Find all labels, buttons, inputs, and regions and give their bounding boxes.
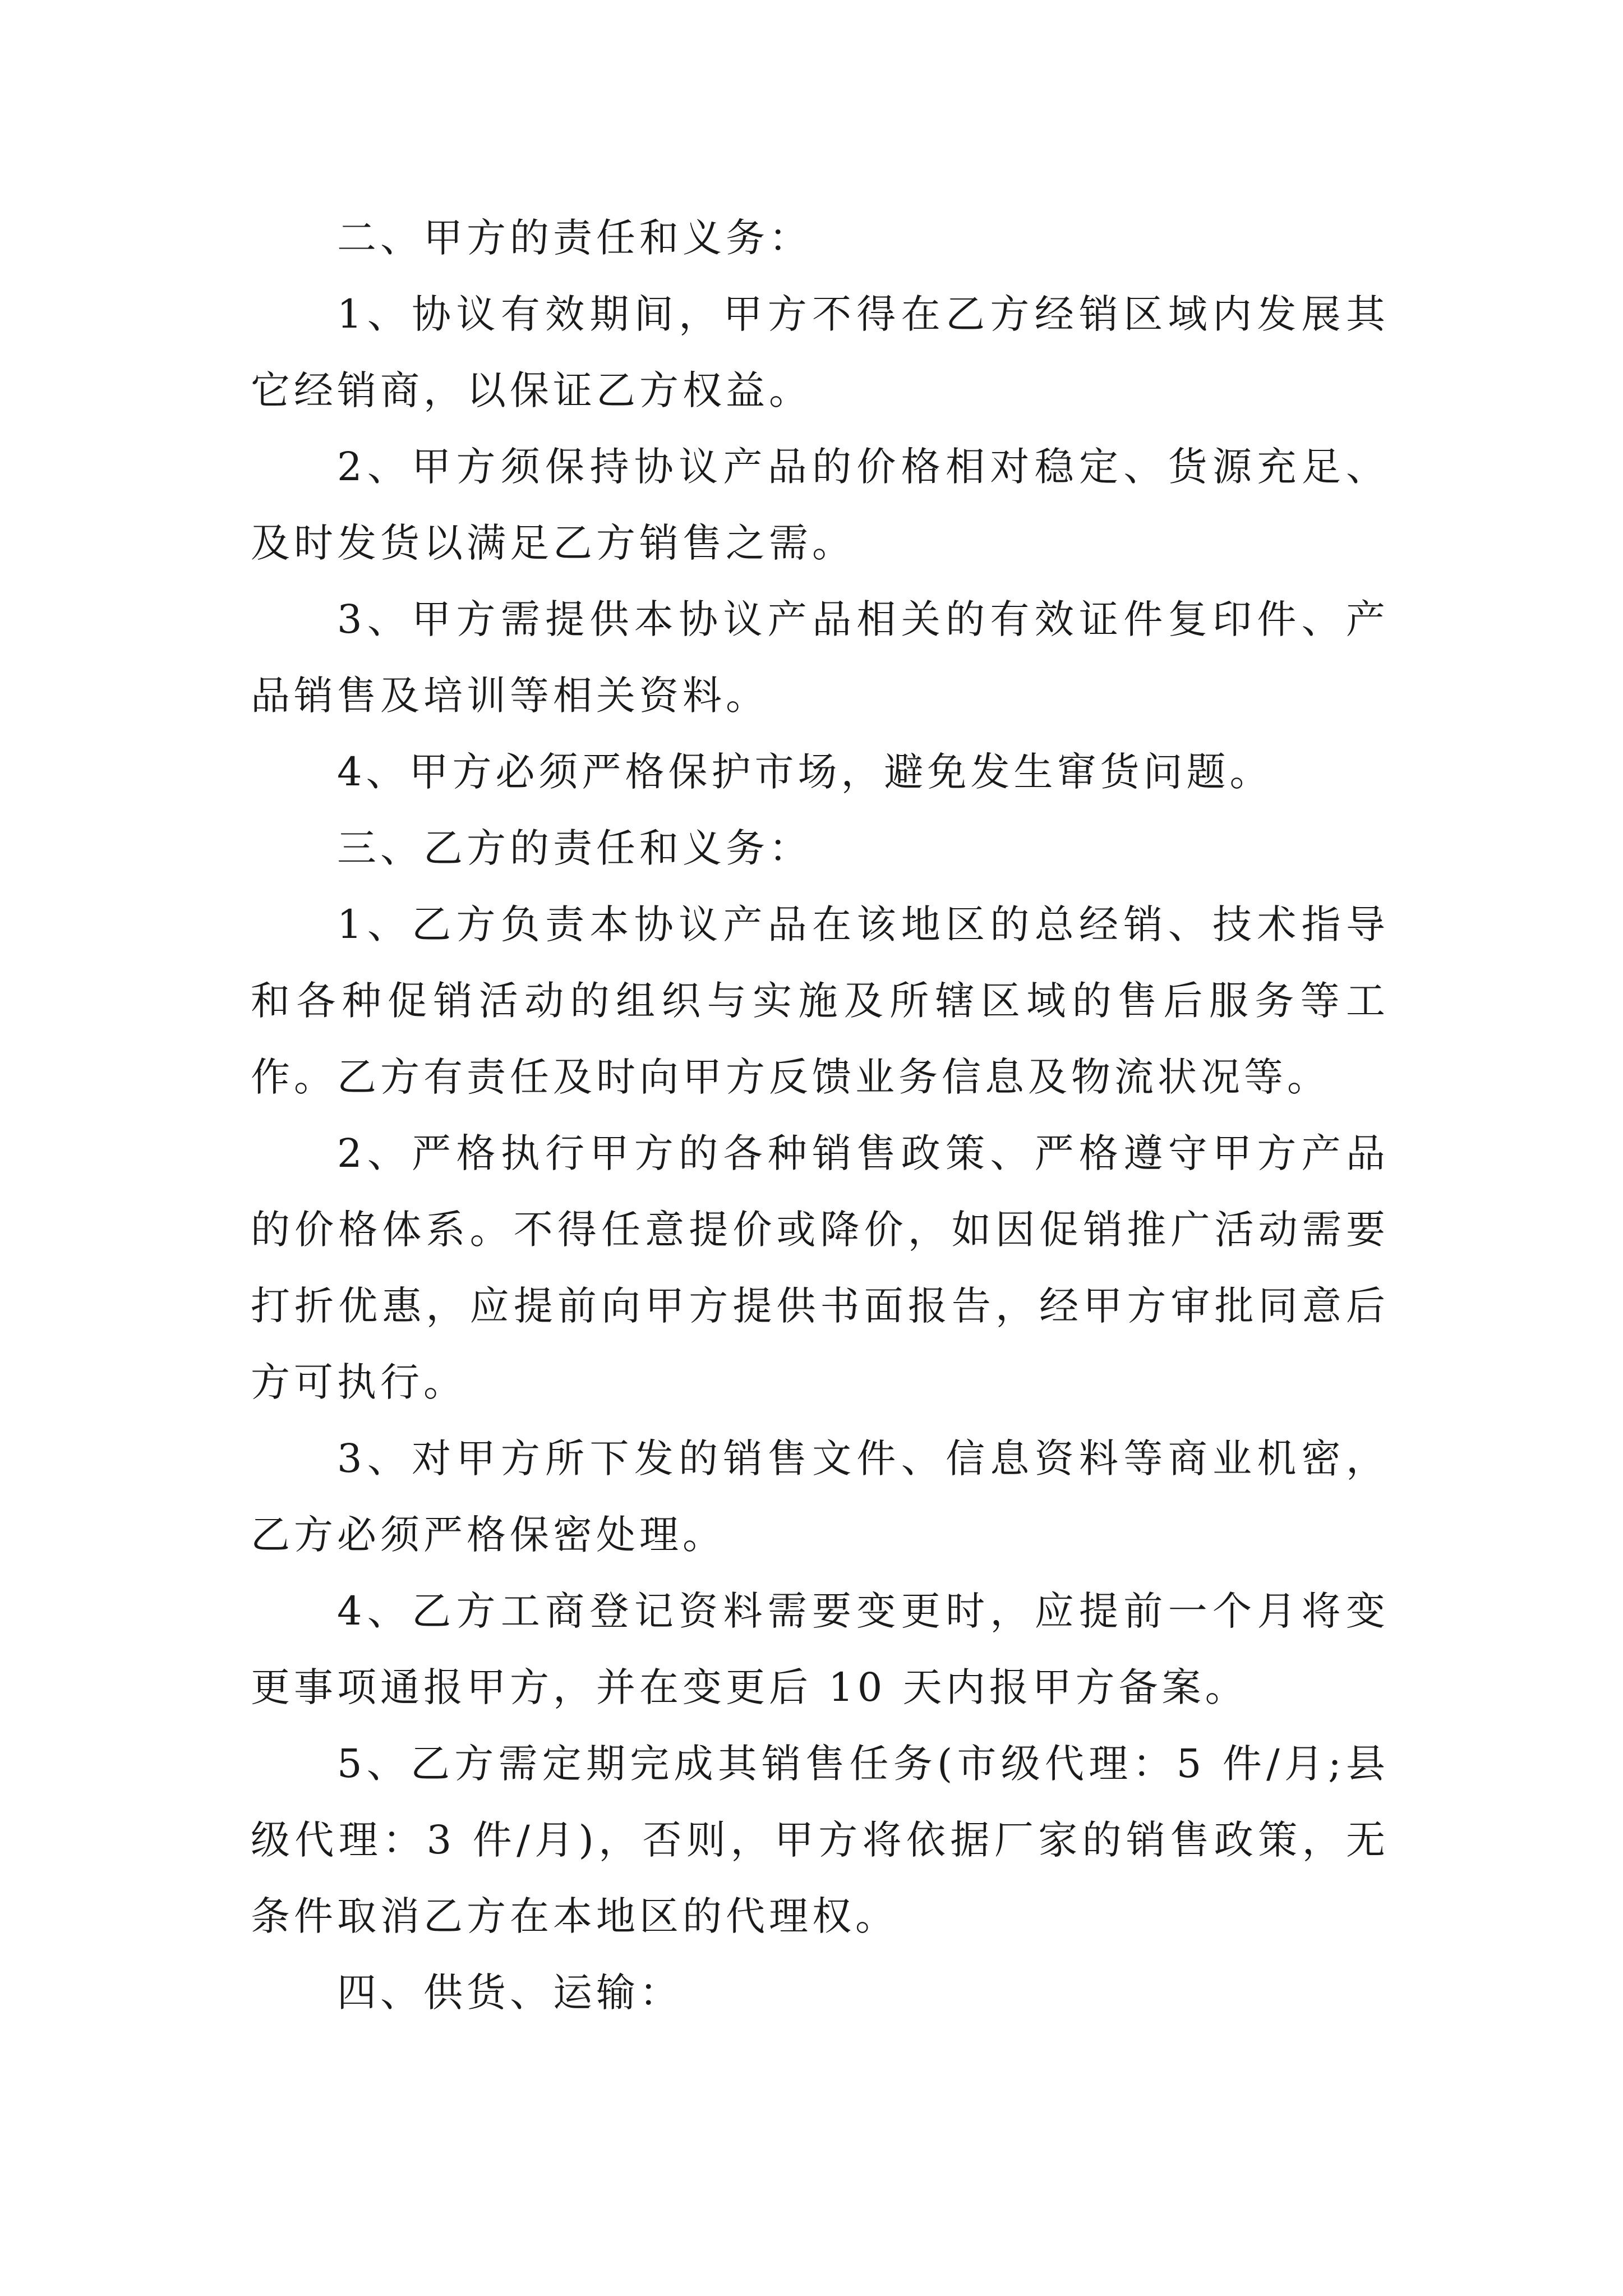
document-body [251, 200, 1389, 2031]
clause-b-2: 2、严格执行甲方的各种销售政策、严格遵守甲方产品的价格体系。不得任意提价或降价，如因促销推广活动需要打折优惠，应提前向甲方提供书面报告，经甲方审批同意后方可执行。 [251, 1130, 1389, 1405]
clause-b-3: 3、对甲方所下发的销售文件、信息资料等商业机密，乙方必须严格保密处理。 [251, 1435, 1389, 1558]
clause-b-1: 1、乙方负责本协议产品在该地区的总经销、技术指导和各种促销活动的组织与实施及所辖区域的售后服务等工作。乙方有责任及时向甲方反馈业务信息及物流状况等。 [251, 901, 1389, 1100]
section-heading-party-a: 二、甲方的责任和义务： [337, 215, 812, 261]
clause-a-2: 2、甲方须保持协议产品的价格相对稳定、货源充足、及时发货以满足乙方销售之需。 [251, 444, 1389, 566]
section-heading-party-b: 三、乙方的责任和义务： [337, 825, 812, 871]
clause-a-3: 3、甲方需提供本协议产品相关的有效证件复印件、产品销售及培训等相关资料。 [251, 596, 1389, 719]
clause-b-5: 5、乙方需定期完成其销售任务(市级代理：5 件/月;县级代理：3 件/月)，否则，甲方将依据厂家的销售政策，无条件取消乙方在本地区的代理权。 [251, 1741, 1389, 1939]
clause-b-4: 4、乙方工商登记资料需要变更时，应提前一个月将变更事项通报甲方，并在变更后 10 天内报甲方备案。 [251, 1588, 1389, 1710]
clause-a-4: 4、甲方必须严格保护市场，避免发生窜货问题。 [337, 749, 1273, 795]
section-heading-supply: 四、供货、运输： [337, 1970, 683, 2016]
clause-a-1: 1、协议有效期间，甲方不得在乙方经销区域内发展其它经销商，以保证乙方权益。 [251, 291, 1389, 413]
